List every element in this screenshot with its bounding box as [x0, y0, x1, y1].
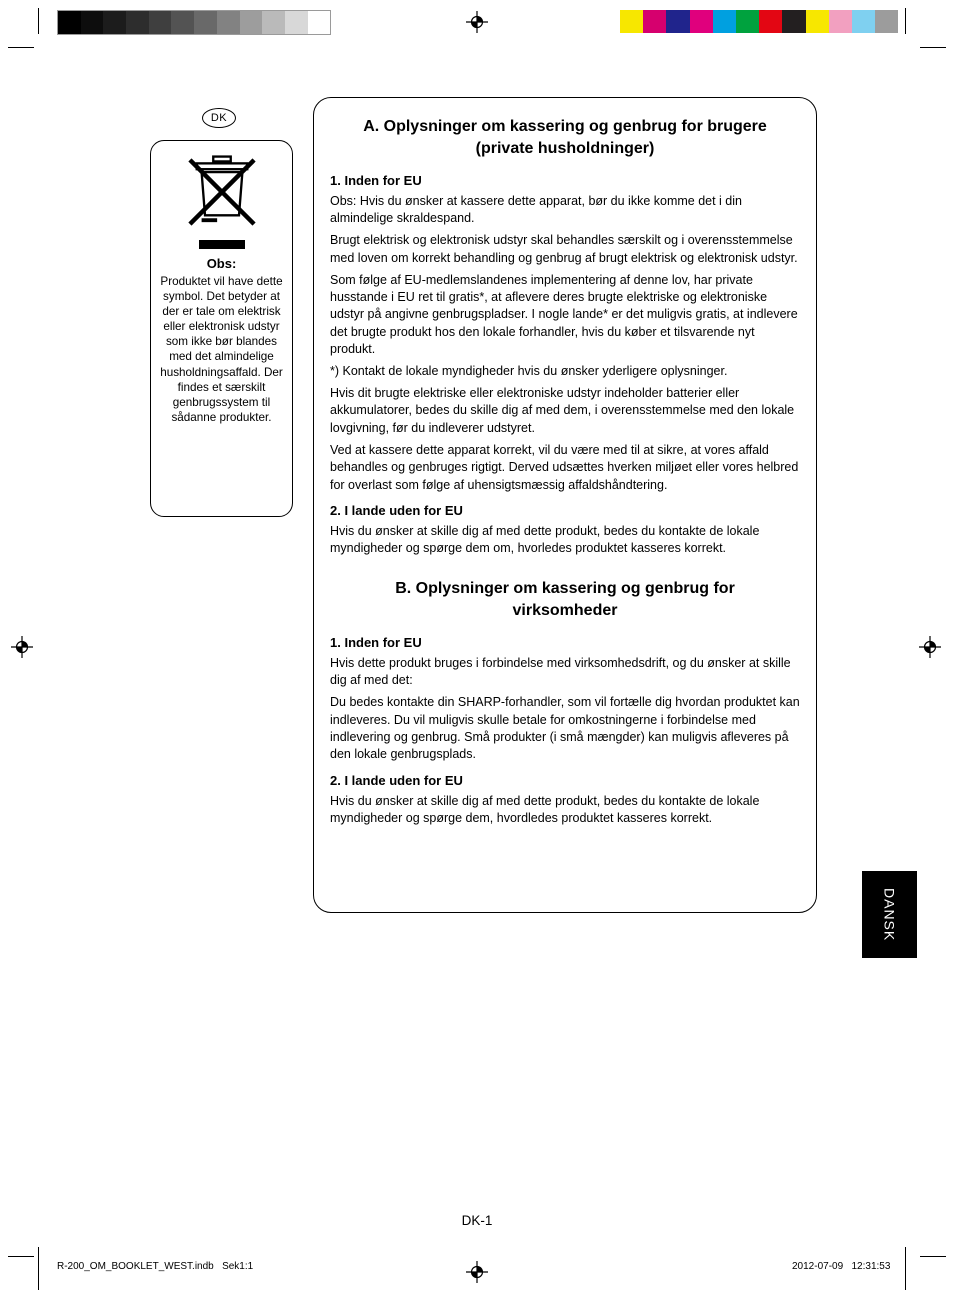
- calibration-swatch: [308, 11, 331, 34]
- crop-mark: [8, 47, 34, 48]
- registration-mark-left: [11, 636, 33, 658]
- paragraph: Ved at kassere dette apparat korrekt, vil du være med til at sikre, at vores affald behandles og genbruges rigtigt. Derved udsættes hverken miljøet eller vores helbred for overlast som følge af uhensigtsmæssig affaldshåndtering.: [330, 442, 799, 492]
- registration-mark-right: [919, 636, 941, 658]
- calibration-swatch: [736, 10, 759, 33]
- section-a-title: A. Oplysninger om kassering og genbrug for brugere (private husholdninger): [363, 118, 767, 157]
- paragraph: Du bedes kontakte din SHARP-forhandler, som vil fortælle dig hvordan produktet kan indleveres. Du vil muligvis skulle betale for omkostningerne i forbindelse med indlevering og genbrug. Små produkter (i små mængder) kan muligvis afleveres på den lokale genbrugsplads.: [330, 695, 800, 762]
- crop-mark: [8, 1256, 34, 1257]
- calibration-swatch: [666, 10, 689, 33]
- calibration-swatch: [262, 11, 285, 34]
- calibration-swatch: [643, 10, 666, 33]
- footer-timestamp: 2012-07-09 12:31:53: [792, 1261, 891, 1272]
- calibration-swatch: [852, 10, 875, 33]
- calibration-swatch: [81, 11, 104, 34]
- section-a-sub1-heading: 1. Inden for EU: [330, 173, 422, 188]
- page-number: DK-1: [461, 1213, 493, 1228]
- calibration-swatch: [782, 10, 805, 33]
- paragraph: Hvis du ønsker at skille dig af med dette produkt, bedes du kontakte de lokale myndigheder og spørge dem om, hvorledes produktet kasseres korrekt.: [330, 524, 760, 556]
- paragraph: *) Kontakt de lokale myndigheder hvis du ønsker yderligere oplysninger.: [330, 364, 728, 379]
- weee-symbol-box: [150, 140, 293, 517]
- calibration-swatch: [690, 10, 713, 33]
- crop-mark: [905, 1247, 906, 1290]
- calibration-swatch: [829, 10, 852, 33]
- symbol-box-text: Produktet vil have dette symbol. Det betyder at der er tale om elektrisk eller elektronisk udstyr som ikke bør blandes med det almindelige husholdningsaffald. Der findes et særskilt genbrugssystem til sådanne produkter.: [160, 275, 283, 424]
- weee-date-bar: [199, 240, 245, 249]
- paragraph: Hvis dit brugte elektriske eller elektroniske udstyr indeholder batterier eller akkumulatorer, bedes du skille dig af med dem, i overensstemmelse med den lokale lovgivning, før du indleverer udstyret.: [330, 386, 795, 435]
- paragraph: Hvis dette produkt bruges i forbindelse med virksomhedsdrift, og du ønsker at skille dig af med det:: [330, 655, 791, 688]
- language-tab-dansk: DANSK: [862, 871, 917, 958]
- calibration-swatch: [194, 11, 217, 34]
- calibration-swatch: [806, 10, 829, 33]
- calibration-swatch: [217, 11, 240, 34]
- section-b-sub1-heading: 1. Inden for EU: [330, 634, 422, 650]
- footer-file-info: R-200_OM_BOOKLET_WEST.indb Sek1:1: [57, 1261, 254, 1272]
- paragraph: Hvis du ønsker at skille dig af med dette produkt, bedes du kontakte de lokale myndigheder og spørge dem, hvordledes produktet kasseres korrekt.: [330, 793, 760, 826]
- section-a-sub2-heading: 2. I lande uden for EU: [330, 503, 463, 518]
- calibration-swatch: [240, 11, 263, 34]
- crop-mark: [920, 47, 946, 48]
- crop-mark: [920, 1256, 946, 1257]
- paragraph: Obs: Hvis du ønsker at kassere dette apparat, bør du ikke komme det i din almindelige skraldespand.: [330, 194, 742, 226]
- calibration-swatch: [713, 10, 736, 33]
- calibration-swatch: [149, 11, 172, 34]
- calibration-swatch: [285, 11, 308, 34]
- crop-mark: [38, 8, 39, 34]
- grayscale-calibration-bar: [57, 10, 331, 35]
- section-b-sub2-heading: 2. I lande uden for EU: [330, 772, 463, 788]
- symbol-box-heading: Obs:: [206, 256, 237, 271]
- calibration-swatch: [620, 10, 643, 33]
- calibration-swatch: [171, 11, 194, 34]
- crop-mark: [905, 8, 906, 34]
- section-b-title: B. Oplysninger om kassering og genbrug for virksomheder: [395, 579, 735, 619]
- crossed-out-wheelie-bin-icon: [188, 155, 256, 231]
- country-code-badge: DK: [202, 108, 236, 128]
- color-calibration-bar: [620, 10, 898, 33]
- calibration-swatch: [759, 10, 782, 33]
- calibration-swatch: [126, 11, 149, 34]
- calibration-swatch: [875, 10, 898, 33]
- calibration-swatch: [103, 11, 126, 34]
- disposal-info-box: [313, 97, 817, 913]
- registration-mark-top: [466, 11, 488, 33]
- registration-mark-bottom: [466, 1261, 488, 1283]
- paragraph: Brugt elektrisk og elektronisk udstyr skal behandles særskilt og i overensstemmelse med loven om korrekt behandling og genbrug af brugt elektrisk og elektronisk udstyr.: [330, 233, 798, 265]
- calibration-swatch: [58, 11, 81, 34]
- paragraph: Som følge af EU-medlemslandenes implementering af denne lov, har private husstande i EU ret til gratis*, at aflevere deres brugte elektriske og elektroniske udstyr på angivne genbrugspladser. I nogle lande* er det muligvis gratis, at indlevere det brugte produkt hos den lokale forhandler, hvis du køber et tilsvarende nyt produkt.: [330, 272, 798, 357]
- crop-mark: [38, 1247, 39, 1290]
